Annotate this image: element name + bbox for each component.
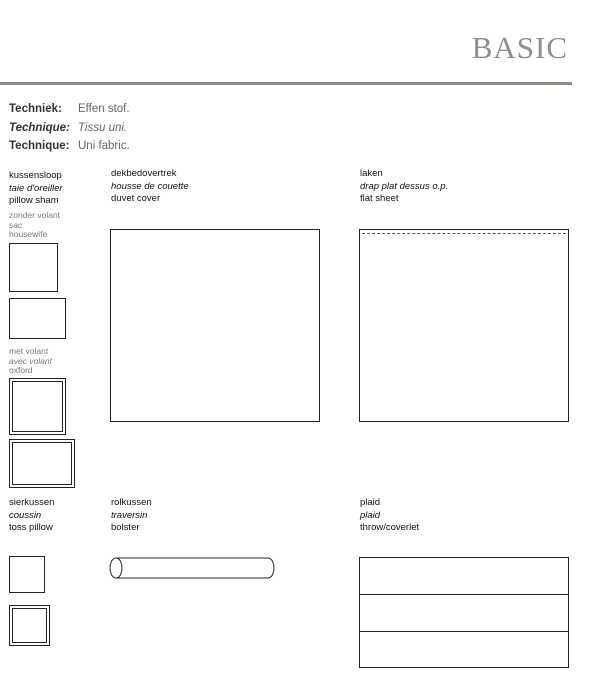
technique-value: Uni fabric.: [78, 140, 130, 152]
caption-fr: plaid: [360, 509, 381, 521]
caption-fr: coussin: [9, 509, 42, 521]
throw-caption: [360, 497, 419, 535]
caption-nl: dekbedovertrek: [111, 168, 177, 179]
bolster-caption: [111, 497, 152, 535]
technique-label: Technique:: [9, 140, 70, 152]
duvet-cover-caption: [111, 168, 189, 206]
bolster-diagram: [108, 555, 278, 581]
toss-pillow-caption: [9, 497, 54, 535]
caption-nl: rolkussen: [111, 497, 152, 508]
throw-fold-line: [360, 631, 568, 632]
caption-fr: avec volant: [9, 355, 52, 366]
caption-en: duvet cover: [111, 193, 161, 204]
caption-fr: sac: [9, 219, 23, 230]
caption-nl: met volant: [9, 346, 49, 356]
throw-fold-line: [360, 594, 568, 595]
page-title: BASIC: [471, 30, 568, 65]
caption-fr: housse de couette: [111, 180, 189, 192]
technique-line-en: [9, 139, 130, 153]
caption-en: throw/coverlet: [360, 522, 420, 533]
technique-label: Techniek:: [9, 103, 62, 115]
caption-nl: sierkussen: [9, 497, 55, 508]
technique-value: Effen stof.: [78, 103, 130, 115]
caption-en: flat sheet: [360, 193, 399, 204]
oxford-square-diagram: [9, 378, 66, 435]
header-divider: [0, 82, 572, 85]
throw-diagram: [359, 557, 569, 668]
caption-en: housewife: [9, 229, 48, 239]
caption-fr: taie d'oreiller: [9, 182, 63, 194]
hem-stitch-line: [362, 233, 566, 234]
caption-en: bolster: [111, 522, 140, 533]
caption-nl: plaid: [360, 497, 381, 508]
caption-en: pillow sham: [9, 195, 59, 206]
caption-fr: traversin: [111, 509, 148, 521]
caption-fr: drap plat dessus o.p.: [360, 180, 449, 192]
caption-nl: laken: [360, 168, 383, 179]
toss-pillow-flanged-diagram: [9, 605, 50, 646]
caption-nl: zonder volant: [9, 210, 61, 220]
without-flap-caption: [9, 211, 60, 240]
caption-nl: kussensloop: [9, 170, 62, 181]
technique-label: Technique:: [9, 122, 70, 134]
toss-pillow-diagram: [9, 556, 45, 593]
flat-sheet-caption: [360, 168, 448, 206]
duvet-cover-diagram: [110, 229, 320, 422]
pillow-sham-caption: [9, 170, 63, 208]
oxford-rect-diagram: [9, 439, 75, 488]
technique-line-nl: [9, 102, 130, 116]
with-flap-caption: [9, 347, 52, 376]
pillow-sham-rect-diagram: [9, 298, 66, 339]
pillow-sham-square-diagram: [9, 243, 58, 292]
caption-en: oxford: [9, 365, 33, 375]
caption-en: toss pillow: [9, 522, 53, 533]
flat-sheet-diagram: [359, 229, 569, 422]
technique-value: Tissu uni.: [78, 122, 128, 134]
technique-line-fr: [9, 121, 127, 135]
